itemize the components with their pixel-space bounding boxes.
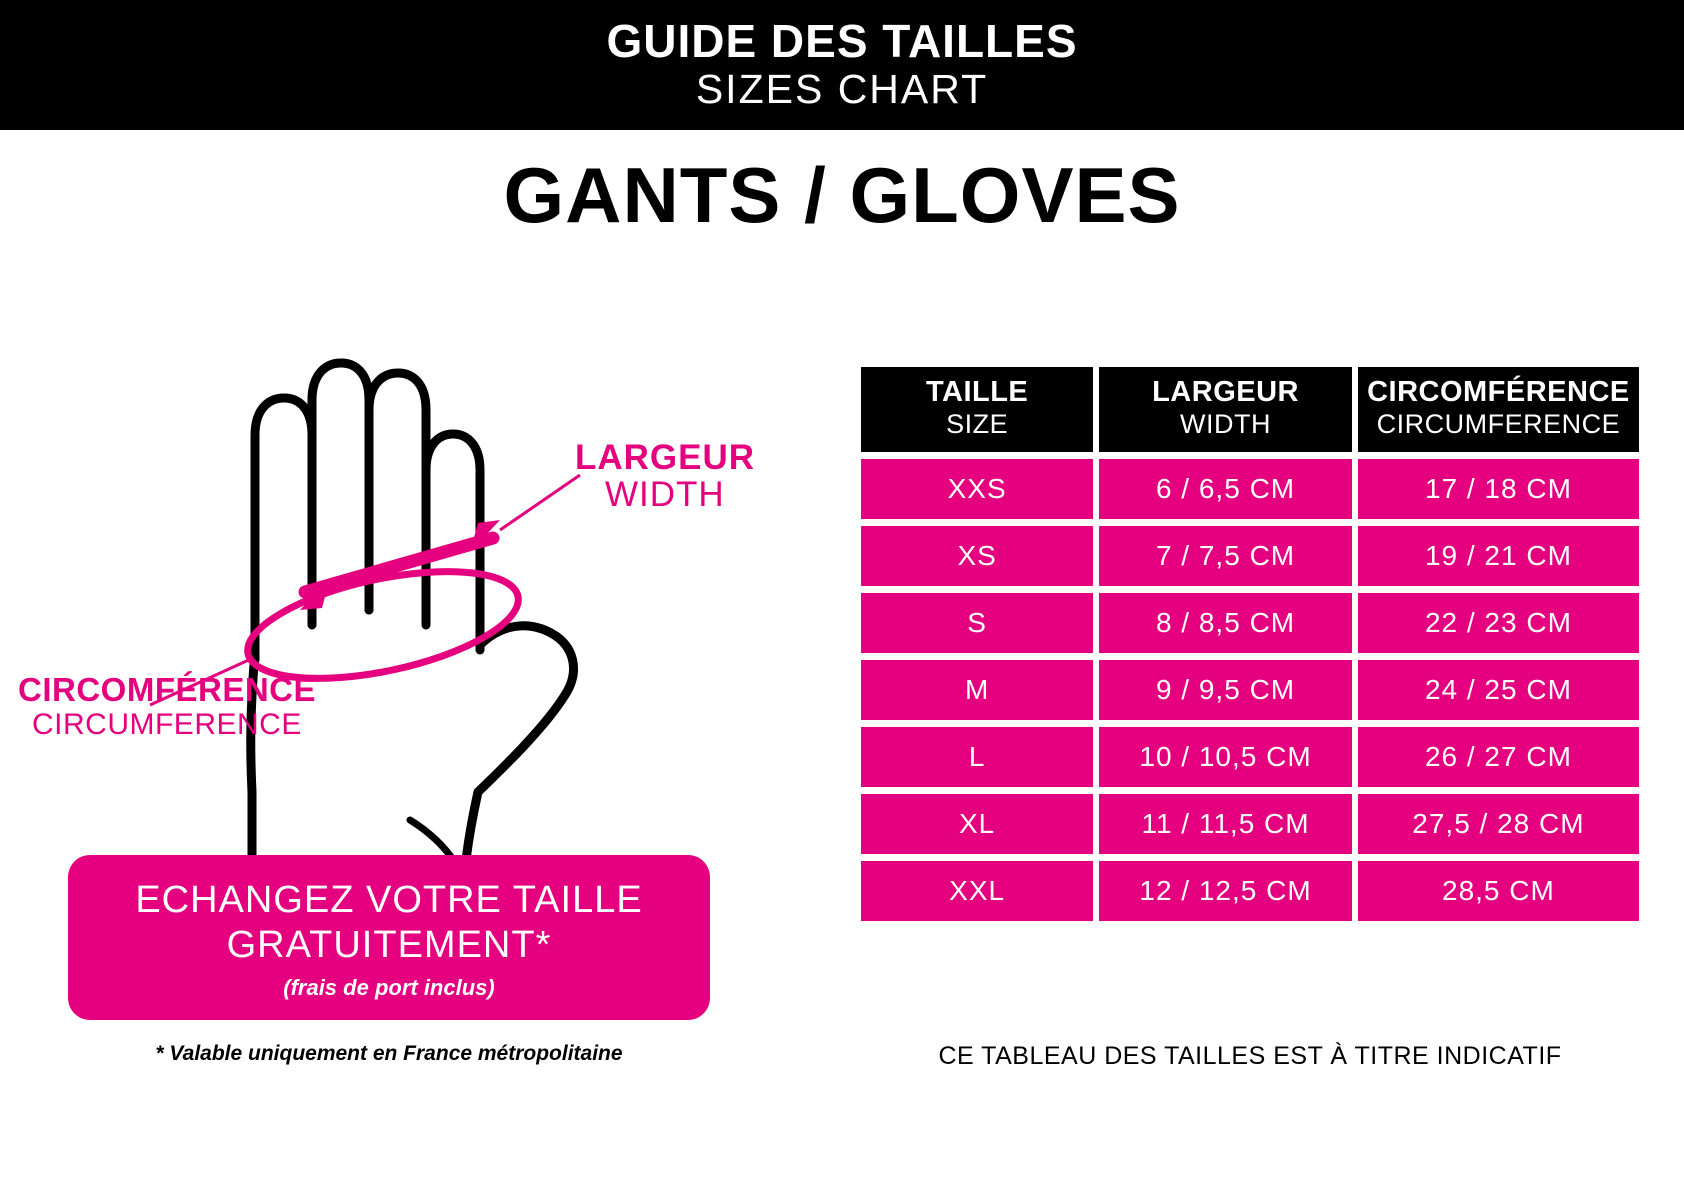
cell-circumference: 26 / 27 CM bbox=[1358, 727, 1639, 787]
double-arrow-icon bbox=[300, 520, 500, 610]
table-row bbox=[861, 593, 1639, 653]
column-header-width: LARGEUR WIDTH bbox=[1099, 367, 1352, 452]
circumference-label-fr: CIRCOMFÉRENCE bbox=[18, 671, 317, 708]
header-title: GUIDE DES TAILLES bbox=[606, 15, 1078, 68]
cell-width: 9 / 9,5 CM bbox=[1099, 660, 1352, 720]
column-header-size: TAILLE SIZE bbox=[861, 367, 1093, 452]
page-title: GANTS / GLOVES bbox=[503, 151, 1181, 239]
table-row bbox=[861, 727, 1639, 787]
table-row bbox=[861, 660, 1639, 720]
table-row bbox=[861, 526, 1639, 586]
circumference-label bbox=[18, 672, 316, 741]
cell-circumference: 22 / 23 CM bbox=[1358, 593, 1639, 653]
cell-circumference: 28,5 CM bbox=[1358, 861, 1639, 921]
cell-size: XXL bbox=[861, 861, 1093, 921]
cell-width: 11 / 11,5 CM bbox=[1099, 794, 1352, 854]
circumference-label-en: CIRCUMFERENCE bbox=[32, 708, 302, 742]
table-row bbox=[861, 861, 1639, 921]
cell-size: S bbox=[861, 593, 1093, 653]
table-row bbox=[861, 459, 1639, 519]
cell-width: 7 / 7,5 CM bbox=[1099, 526, 1352, 586]
width-label bbox=[575, 440, 755, 514]
column-header-circumference: CIRCOMFÉRENCE CIRCUMFERENCE bbox=[1358, 367, 1639, 452]
cell-size: L bbox=[861, 727, 1093, 787]
header-bar bbox=[0, 0, 1684, 130]
cell-width: 12 / 12,5 CM bbox=[1099, 861, 1352, 921]
cell-size: M bbox=[861, 660, 1093, 720]
header-subtitle: SIZES CHART bbox=[695, 65, 989, 112]
promo-line-3: (frais de port inclus) bbox=[283, 975, 495, 1001]
cell-size: XS bbox=[861, 526, 1093, 586]
cell-circumference: 24 / 25 CM bbox=[1358, 660, 1639, 720]
promo-line-2: GRATUITEMENT* bbox=[226, 923, 552, 966]
cell-size: XL bbox=[861, 794, 1093, 854]
cell-circumference: 17 / 18 CM bbox=[1358, 459, 1639, 519]
open-hand-outline-icon bbox=[251, 363, 574, 860]
cell-circumference: 19 / 21 CM bbox=[1358, 526, 1639, 586]
size-chart-table bbox=[855, 360, 1645, 928]
cell-size: XXS bbox=[861, 459, 1093, 519]
table-header-row bbox=[861, 367, 1639, 452]
hand-measurement-illustration bbox=[0, 280, 800, 860]
cell-circumference: 27,5 / 28 CM bbox=[1358, 794, 1639, 854]
cell-width: 6 / 6,5 CM bbox=[1099, 459, 1352, 519]
width-label-en: WIDTH bbox=[605, 474, 725, 514]
promo-footnote: * Valable uniquement en France métropolitaine bbox=[155, 1042, 623, 1065]
cell-width: 10 / 10,5 CM bbox=[1099, 727, 1352, 787]
width-label-fr: LARGEUR bbox=[575, 438, 756, 477]
promo-line-1: ECHANGEZ VOTRE TAILLE bbox=[135, 878, 643, 921]
table-row bbox=[861, 794, 1639, 854]
cell-width: 8 / 8,5 CM bbox=[1099, 593, 1352, 653]
free-exchange-promo bbox=[68, 855, 710, 1020]
table-footnote: CE TABLEAU DES TAILLES EST À TITRE INDICATIF bbox=[938, 1042, 1562, 1070]
